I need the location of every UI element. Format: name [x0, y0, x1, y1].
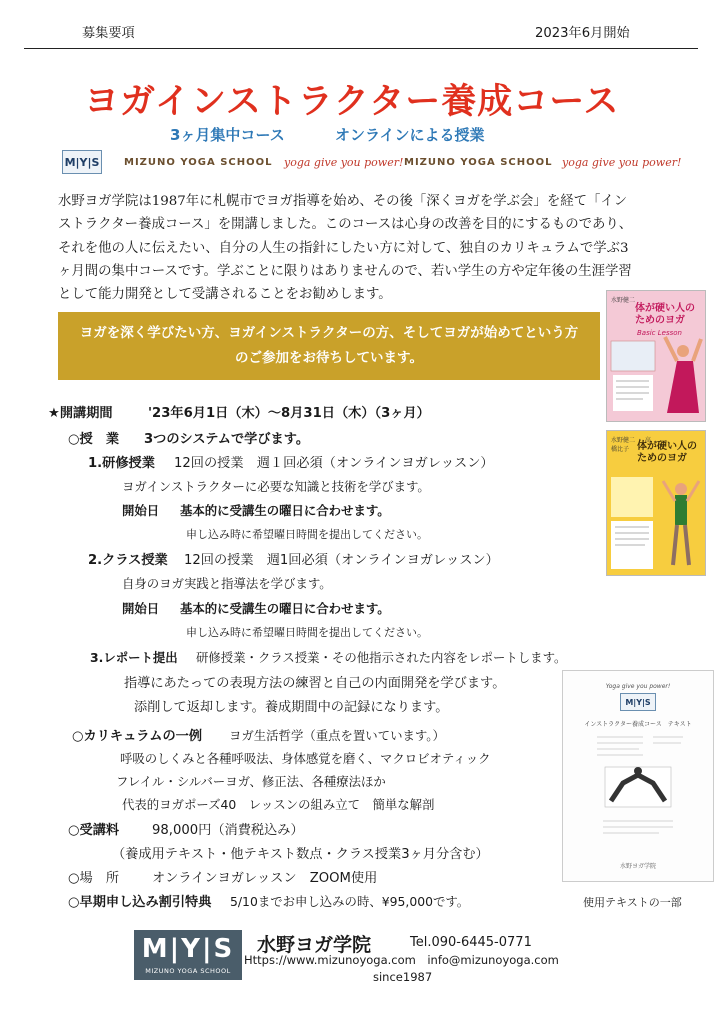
item1-note: 申し込み時に希望曜日時間を提出してください。 — [186, 528, 428, 541]
item1-title: 1.研修授業 — [88, 456, 155, 471]
subtitle-left: 3ヶ月集中コース — [170, 126, 285, 144]
book1-author: 水野健二 — [611, 297, 636, 304]
footer-logo — [134, 930, 242, 980]
item2-desc: 自身のヨガ実践と指導法を学びます。 — [122, 576, 332, 591]
footer-logo-sub: MIZUNO YOGA SCHOOL — [145, 967, 231, 975]
early-label: ○早期申し込み割引特典 — [68, 895, 212, 910]
item3-title: 3.レポート提出 — [90, 650, 178, 665]
period-label: ★開講期間 — [48, 406, 113, 421]
fee-note: （養成用テキスト・他テキスト数点・クラス授業3ヶ月分含む） — [112, 847, 489, 862]
textbook-caption: 使用テキストの一部 — [583, 896, 682, 909]
footer-since: since1987 — [373, 970, 433, 984]
textbook-cover — [562, 670, 714, 882]
book2-title-line2: ためのヨガ — [637, 453, 687, 464]
brand-tagline-2: yoga give you power! — [562, 156, 682, 169]
place-label: ○場 所 — [68, 871, 120, 886]
curriculum-line2: フレイル・シルバーヨガ、修正法、各種療法ほか — [116, 774, 386, 789]
textbook-tagline: Yoga give you power! — [605, 683, 671, 690]
item2-note: 申し込み時に希望曜日時間を提出してください。 — [186, 626, 428, 639]
classes-label: ○授 業 — [68, 432, 120, 447]
textbook-logo: M|Y|S — [620, 693, 656, 711]
banner-line-2: のご参加をお待ちしています。 — [235, 350, 423, 366]
intro-paragraph: 水野ヨガ学院は1987年に札幌市でヨガ指導を始め、その後「深くヨガを学ぶ会」を経て「インストラクター養成コース」を開講しました。このコースは心身の改善を目的にするものであり、それを他の人に伝えたい、自分の人生の指針にしたい方に対して、独自のカリキュラムで学ぶ3ヶ月間の集中コースです。学ぶことに限りはありませんので、若い学生の方や定年後の生涯学習として能力開発として受講されることをお勧めします。 — [58, 194, 633, 303]
brand-school-1: MIZUNO YOGA SCHOOL — [124, 157, 273, 168]
banner-line-1: ヨガを深く学びたい方、ヨガインストラクターの方、そしてヨガが始めてという方 — [79, 325, 579, 341]
item2-title: 2.クラス授業 — [88, 553, 168, 568]
book1-title-line1: 体が硬い人の — [635, 303, 695, 314]
fee-label: ○受講料 — [68, 823, 120, 838]
item3-line2: 指導にあたっての表現方法の練習と自己の内面開発を学びます。 — [124, 676, 506, 691]
curriculum-value: ヨガ生活哲学（重点を置いています。） — [229, 728, 445, 743]
item3-detail: 研修授業・クラス授業・その他指示された内容をレポートします。 — [196, 650, 567, 665]
brand-school-2: MIZUNO YOGA SCHOOL — [404, 157, 553, 168]
brand-tagline-1: yoga give you power! — [284, 156, 404, 169]
early-value: 5/10までお申し込みの時、¥95,000です。 — [230, 894, 470, 909]
item2-detail: 12回の授業 週1回必須（オンラインヨガレッスン） — [184, 553, 499, 568]
item1-detail: 12回の授業 週１回必須（オンラインヨガレッスン） — [174, 456, 494, 471]
footer-school-name: 水野ヨガ学院 — [257, 934, 372, 956]
book-cover-1 — [606, 290, 706, 422]
textbook-publisher: 水野ヨガ学院 — [619, 863, 656, 870]
header-right: 2023年6月開始 — [535, 26, 630, 41]
place-value: オンラインヨガレッスン ZOOM使用 — [152, 871, 378, 886]
page-title: ヨガインストラクター養成コース — [84, 82, 620, 122]
book2-title-line1: 体が硬い人の — [637, 441, 697, 452]
book1-title-line2: ためのヨガ — [635, 315, 685, 326]
book1-illustration — [607, 291, 705, 421]
curriculum-line3: 代表的ヨガポーズ40 レッスンの組み立て 簡単な解剖 — [122, 797, 435, 812]
footer-tel: Tel.090-6445-0771 — [410, 935, 532, 950]
book2-author: 水野健二 ・ 高橋比子 — [611, 437, 651, 453]
item2-start-value: 基本的に受講生の曜日に合わせます。 — [180, 601, 390, 616]
item2-start-label: 開始日 — [122, 601, 160, 616]
footer-contact[interactable]: Https://www.mizunoyoga.com info@mizunoyoga.com — [244, 953, 559, 967]
curriculum-label: ○カリキュラムの一例 — [72, 729, 203, 744]
item1-start-label: 開始日 — [122, 503, 160, 518]
item1-start-value: 基本的に受講生の曜日に合わせます。 — [180, 503, 390, 518]
fee-value: 98,000円（消費税込み） — [152, 823, 304, 838]
book1-subtitle: Basic Lesson — [637, 329, 682, 337]
book-cover-2 — [606, 430, 706, 576]
classes-value: 3つのシステムで学びます。 — [144, 432, 310, 447]
curriculum-line1: 呼吸のしくみと各種呼吸法、身体感覚を磨く、マクロビオティック — [120, 751, 491, 766]
brand-logo: M|Y|S — [62, 150, 102, 174]
footer-logo-mark: M|Y|S — [141, 934, 235, 964]
subtitle-right: オンラインによる授業 — [335, 126, 485, 144]
textbook-illustration — [563, 671, 713, 881]
header-divider — [24, 48, 698, 49]
header-left: 募集要項 — [82, 26, 135, 41]
period-value: '23年6月1日（木）～8月31日（木）（3ヶ月） — [148, 406, 430, 421]
invitation-banner — [58, 312, 600, 380]
textbook-title: インストラクター養成コース テキスト — [584, 721, 692, 728]
item3-line3: 添削して返却します。養成期間中の記録になります。 — [134, 700, 449, 715]
item1-desc: ヨガインストラクターに必要な知識と技術を学びます。 — [122, 479, 430, 494]
book2-illustration — [607, 431, 705, 575]
